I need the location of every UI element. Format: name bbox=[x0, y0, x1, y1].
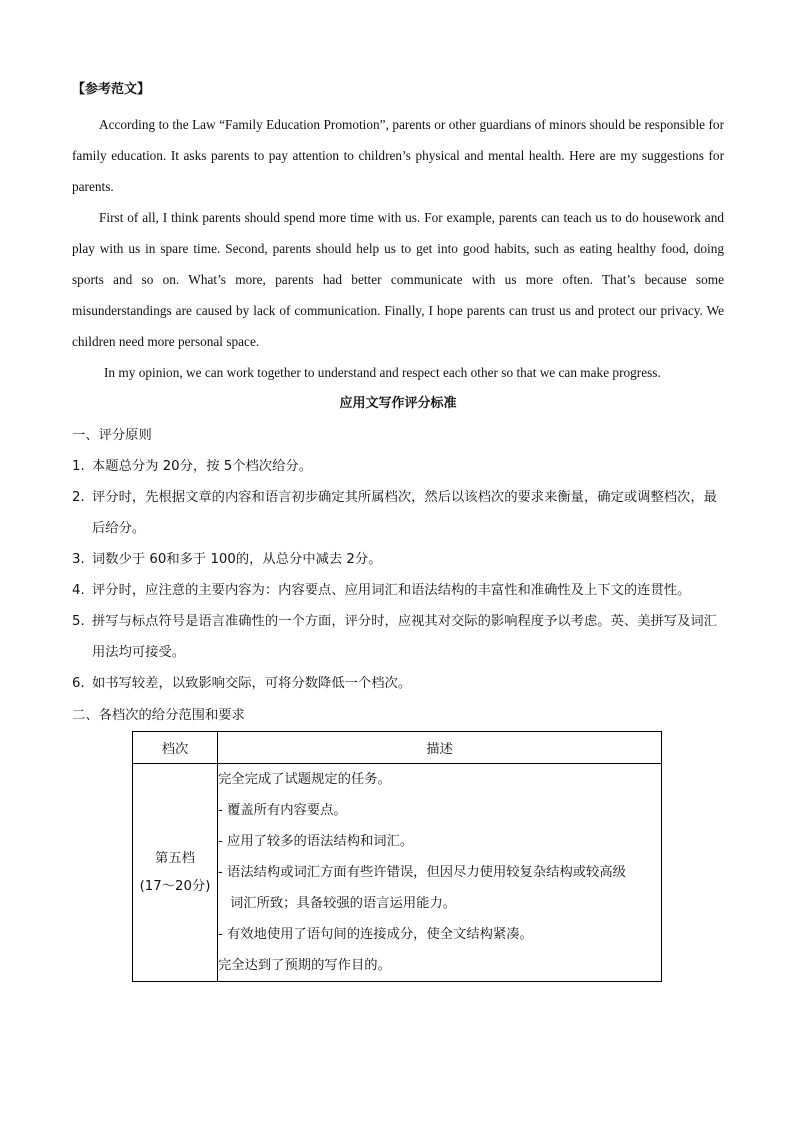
list-item: 6. 如书写较差，以致影响交际，可将分数降低一个档次。 bbox=[72, 676, 412, 691]
list-item: 4. 评分时，应注意的主要内容为：内容要点、应用词汇和语法结构的丰富性和准确性及上下文的连贯性。 bbox=[72, 583, 691, 598]
list-item: 5. 拼写与标点符号是语言准确性的一个方面，评分时，应视其对交际的影响程度予以考虑。英、美拼写及词汇用法均可接受。 bbox=[72, 614, 717, 660]
rubric-title: 应用文写作评分标准 bbox=[339, 396, 457, 411]
table-header-row bbox=[133, 732, 662, 764]
section2-heading: 二、各档次的给分范围和要求 bbox=[72, 708, 245, 723]
list-item: 3. 词数少于 60和多于 100的，从总分中减去 2分。 bbox=[72, 552, 382, 567]
list-item: 1. 本题总分为 20分，按 5个档次给分。 bbox=[72, 459, 312, 474]
grade-description-cell bbox=[218, 764, 662, 982]
model-essay bbox=[72, 109, 724, 388]
principles-list bbox=[72, 451, 724, 699]
description-line: - 覆盖所有内容要点。 bbox=[218, 803, 347, 818]
list-item: 2. 评分时，先根据文章的内容和语言初步确定其所属档次，然后以该档次的要求来衡量，确定或调整档次，最后给分。 bbox=[72, 490, 717, 536]
essay-paragraph-3: In my opinion, we can work together to understand and respect each other so that we can make progress. bbox=[104, 365, 661, 380]
header-description: 描述 bbox=[218, 732, 662, 764]
description-line: - 语法结构或词汇方面有些许错误，但因尽力使用较复杂结构或较高级 bbox=[218, 865, 626, 880]
essay-paragraph-2: First of all, I think parents should spend more time with us. For example, parents can teach us to do housework and play with us in spare time. Second, parents should help us to get into good habits, such as eating healthy food, doing sports and so on. What’s more, parents had better communicate with us more often. That’s because some misunderstandings are caused by lack of communication. Finally, I hope parents can trust us and protect our privacy. We children need more personal space. bbox=[72, 210, 724, 349]
grade-level-cell bbox=[133, 764, 218, 982]
grade-level-range: (17～20分) bbox=[139, 878, 211, 894]
header-level: 档次 bbox=[133, 732, 218, 764]
table-row bbox=[133, 764, 662, 982]
grade-table bbox=[132, 731, 662, 982]
description-line: - 应用了较多的语法结构和词汇。 bbox=[218, 834, 414, 849]
description-line: 完全达到了预期的写作目的。 bbox=[218, 958, 391, 973]
description-line: 词汇所致；具备较强的语言运用能力。 bbox=[230, 896, 457, 911]
section1-heading: 一、评分原则 bbox=[72, 428, 152, 443]
model-essay-heading: 【参考范文】 bbox=[72, 82, 151, 97]
description-line: - 有效地使用了语句间的连接成分，使全文结构紧凑。 bbox=[218, 927, 533, 942]
description-line: 完全完成了试题规定的任务。 bbox=[218, 772, 391, 787]
grade-level-name: 第五档 bbox=[155, 850, 195, 866]
scoring-principles bbox=[72, 420, 724, 699]
essay-paragraph-1: According to the Law “Family Education Promotion”, parents or other guardians of minors should be responsible for family education. It asks parents to pay attention to children’s physical and mental health. Here are my suggestions for parents. bbox=[72, 117, 724, 194]
